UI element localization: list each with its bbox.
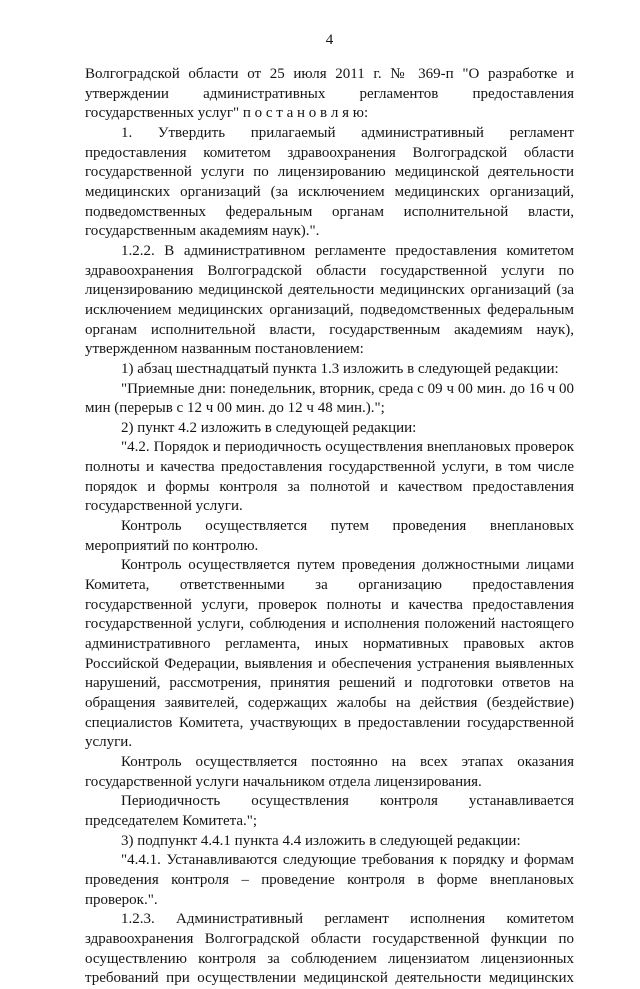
document-body <box>85 65 574 989</box>
paragraph-control-permanent: Контроль осуществляется постоянно на всех этапах оказания государственной услуги начальником отдела лицензирования. <box>85 753 574 790</box>
paragraph-control-periodicity: Периодичность осуществления контроля устанавливается председателем Комитета."; <box>85 793 574 829</box>
paragraph-resolution-continuation: Волгоградской области от 25 июля 2011 г. № 369-п "О разработке и утверждении административных регламентов предоставления государственных услуг" п о с т а н о в л я ю: <box>85 66 574 122</box>
page-number: 4 <box>325 32 334 48</box>
paragraph-clause-1-2-3: 1.2.3. Административный регламент исполнения комитетом здравоохранения Волгоградской области государственной функции по осуществлению контроля за соблюдением лицензиатом лицензионных требований при осуществлении медицинской деятельности медицинских <box>85 911 574 987</box>
paragraph-subitem-2: 2) пункт 4.2 изложить в следующей редакции: <box>121 419 417 436</box>
paragraph-reception-days: "Приемные дни: понедельник, вторник, среда с 09 ч 00 мин. до 16 ч 00 мин (перерыв с 12 ч 00 мин. до 12 ч 48 мин.)."; <box>85 380 574 417</box>
paragraph-subitem-3: 3) подпункт 4.4.1 пункта 4.4 изложить в следующей редакции: <box>121 832 521 849</box>
paragraph-clause-4-2: "4.2. Порядок и периодичность осуществления внеплановых проверок полноты и качества предоставления государственной услуги, в том числе порядок и формы контроля за полнотой и качеством предоставления государственной услуги. <box>85 439 574 515</box>
paragraph-subitem-1: 1) абзац шестнадцатый пункта 1.3 изложить в следующей редакции: <box>121 360 559 377</box>
paragraph-control-unscheduled: Контроль осуществляется путем проведения внеплановых мероприятий по контролю. <box>85 518 574 554</box>
paragraph-item-1: 1. Утвердить прилагаемый административный регламент предоставления комитетом здравоохранения Волгоградской области государственной услуги по лицензированию медицинской деятельности медицинских организаций (за исключением медицинских организаций, подведомственных федеральным органам исполнительной власти, государственным академиям наук).". <box>85 124 574 240</box>
paragraph-control-officials: Контроль осуществляется путем проведения должностными лицами Комитета, ответственными за организацию предоставления государственной услуги, проверок полноты и качества предоставления государственной услуги, соблюдения и исполнения положений настоящего административного регламента, иных нормативных правовых актов Российской Федерации, выявления и обеспечения устранения выявленных нарушений, рассмотрения, принятия решений и подготовки ответов на обращения заявителей, содержащих жалобы на действия (бездействие) специалистов Комитета, участвующих в предоставлении государственной услуги. <box>85 557 574 751</box>
paragraph-clause-4-4-1: "4.4.1. Устанавливаются следующие требования к порядку и формам проведения контроля – проведение контроля в форме внеплановых проверок.". <box>85 852 574 908</box>
paragraph-clause-1-2-2: 1.2.2. В административном регламенте предоставления комитетом здравоохранения Волгоградской области государственной услуги по лицензированию медицинской деятельности медицинских организаций (за исключением медицинских организаций, подведомственных федеральным органам исполнительной власти, государственным академиям наук), утвержденном названным постановлением: <box>85 242 574 358</box>
